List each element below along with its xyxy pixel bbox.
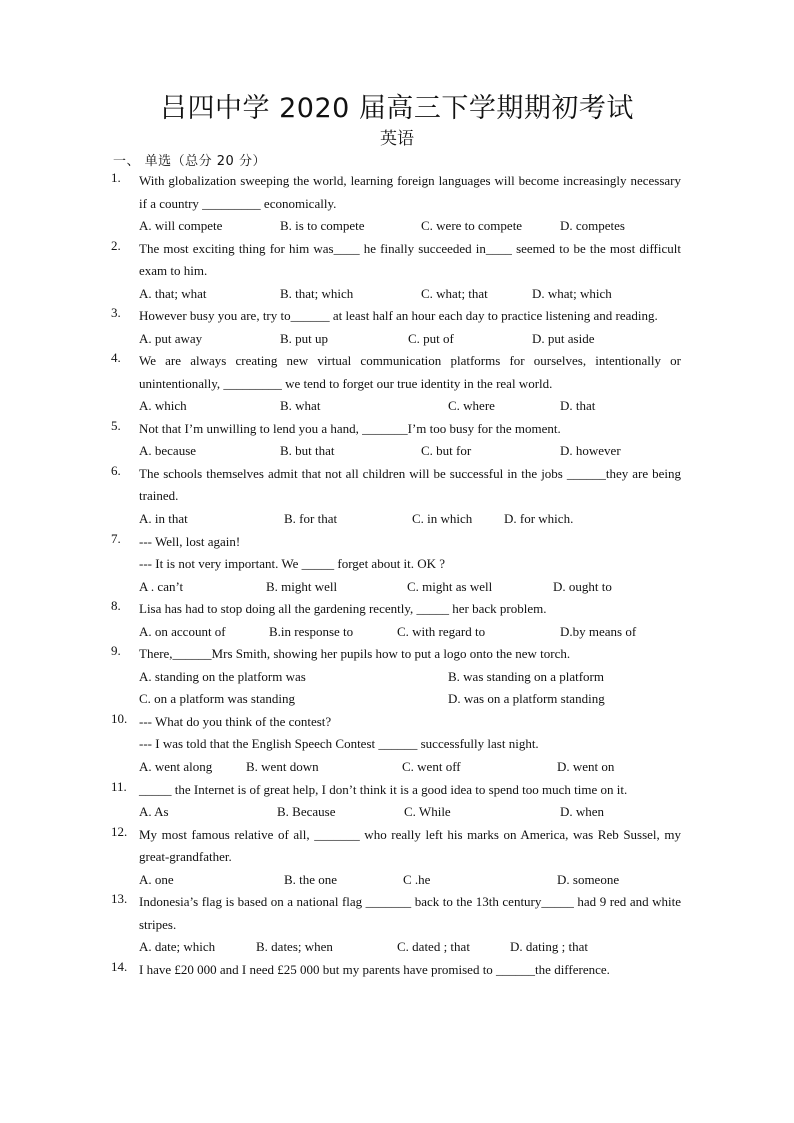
question-number: 3.	[111, 305, 121, 321]
question-stem: _____ the Internet is of great help, I don’t think it is a good idea to spend too much time on it.	[139, 781, 628, 797]
option-c[interactable]: C. went off	[402, 758, 461, 774]
option-c[interactable]: C. in which	[412, 510, 473, 526]
option-d[interactable]: D. dating ; that	[510, 939, 588, 955]
question-stem-reply: --- It is not very important. We _____ forget about it. OK ?	[139, 556, 446, 572]
option-d[interactable]: D. that	[560, 398, 596, 414]
option-b[interactable]: B.in response to	[269, 623, 354, 639]
option-c[interactable]: C. what; that	[421, 285, 488, 301]
options-row	[139, 576, 681, 599]
options-row	[139, 801, 681, 824]
question-number: 13.	[111, 891, 128, 907]
option-d[interactable]: D. for which.	[504, 510, 574, 526]
option-c[interactable]: C. with regard to	[397, 623, 486, 639]
option-d[interactable]: D. competes	[560, 218, 625, 233]
question-6	[111, 463, 681, 531]
option-b[interactable]: B. for that	[284, 510, 338, 526]
question-2	[111, 238, 681, 306]
option-a[interactable]: A. standing on the platform was	[139, 668, 306, 684]
question-number: 10.	[111, 710, 128, 726]
question-3	[111, 305, 681, 350]
option-c[interactable]: C. put of	[408, 330, 454, 346]
option-b[interactable]: B. went down	[246, 758, 319, 774]
question-stem: There,______Mrs Smith, showing her pupils how to put a logo onto the new torch.	[139, 646, 571, 662]
options-row	[139, 395, 681, 418]
question-stem: I have £20 000 and I need £25 000 but my parents have promised to ______the difference.	[139, 961, 610, 977]
option-a[interactable]: A. because	[139, 443, 197, 459]
question-stem: The most exciting thing for him was____ he finally succeeded in____ seemed to be the most difficult exam to him.	[139, 240, 681, 279]
options-row	[139, 283, 681, 306]
question-11	[111, 779, 681, 824]
question-7	[111, 531, 681, 599]
question-stem: The schools themselves admit that not all children will be successful in the jobs ______they are being trained.	[139, 465, 681, 504]
option-c[interactable]: C. might as well	[407, 578, 493, 594]
option-c[interactable]: C. dated ; that	[397, 939, 470, 955]
option-d[interactable]: D. however	[560, 443, 621, 459]
option-a[interactable]: A. one	[139, 871, 174, 887]
question-number: 1.	[111, 170, 121, 185]
question-number: 2.	[111, 237, 121, 253]
option-a[interactable]: A. in that	[139, 510, 188, 526]
question-14	[111, 959, 681, 982]
options-row	[139, 215, 681, 238]
option-a[interactable]: A. which	[139, 398, 187, 414]
question-5	[111, 418, 681, 463]
option-a[interactable]: A. that; what	[139, 285, 207, 301]
options-row	[139, 666, 681, 689]
question-stem: --- Well, lost again!	[139, 533, 241, 549]
question-stem: However busy you are, try to______ at least half an hour each day to practice listening and reading.	[139, 308, 658, 324]
option-b[interactable]: B. Because	[277, 804, 336, 820]
option-c[interactable]: C .he	[403, 871, 431, 887]
option-a[interactable]: A. will compete	[139, 218, 223, 233]
options-row	[139, 936, 681, 959]
question-8	[111, 598, 681, 643]
options-row	[139, 328, 681, 351]
option-d[interactable]: D.by means of	[560, 623, 637, 639]
question-stem: My most famous relative of all, _______ who really left his marks on America, was Reb Sussel, my great-grandfather.	[139, 826, 681, 865]
option-a[interactable]: A . can’t	[139, 578, 184, 594]
question-stem: Not that I’m unwilling to lend you a hand, _______I’m too busy for the moment.	[139, 420, 561, 436]
question-stem: With globalization sweeping the world, learning foreign languages will become increasingly necessary if a country _________ economically.	[139, 173, 681, 211]
question-number: 5.	[111, 417, 121, 433]
question-9	[111, 643, 681, 711]
question-13	[111, 891, 681, 959]
option-a[interactable]: A. put away	[139, 330, 203, 346]
option-d[interactable]: D. what; which	[532, 285, 612, 301]
option-c[interactable]: C. but for	[421, 443, 472, 459]
options-row	[139, 756, 681, 779]
option-c[interactable]: C. While	[404, 804, 451, 820]
question-1	[111, 170, 681, 238]
option-b[interactable]: B. what	[280, 398, 321, 414]
option-c[interactable]: C. on a platform was standing	[139, 691, 295, 707]
exam-title: 吕四中学 2020 届高三下学期期初考试	[160, 93, 634, 124]
question-number: 6.	[111, 462, 121, 478]
question-stem: Lisa has had to stop doing all the gardening recently, _____ her back problem.	[139, 601, 547, 617]
option-a[interactable]: A. date; which	[139, 939, 216, 955]
section-heading: 一、 单选（总分 20 分）	[113, 154, 266, 169]
question-number: 7.	[111, 530, 121, 546]
option-d[interactable]: D. was on a platform standing	[448, 691, 605, 707]
question-10	[111, 711, 681, 779]
option-a[interactable]: A. on account of	[139, 623, 226, 639]
options-row	[139, 621, 681, 644]
option-d[interactable]: D. went on	[557, 758, 615, 774]
option-b[interactable]: B. might well	[266, 578, 338, 594]
subject-subtitle: 英语	[380, 129, 414, 149]
option-c[interactable]: C. were to compete	[421, 218, 523, 233]
question-stem: --- What do you think of the contest?	[139, 713, 332, 729]
option-b[interactable]: B. that; which	[280, 285, 354, 301]
option-b[interactable]: B. dates; when	[256, 939, 333, 955]
options-row	[139, 869, 681, 892]
option-a[interactable]: A. went along	[139, 758, 213, 774]
question-number: 14.	[111, 958, 128, 974]
question-stem: We are always creating new virtual communication platforms for ourselves, intentionally or unintentionally, _________ we tend to forget our true identity in the real world.	[139, 353, 681, 391]
question-number: 9.	[111, 643, 121, 659]
question-stem: Indonesia’s flag is based on a national flag _______ back to the 13th century_____ had 9 red and white stripes.	[139, 894, 681, 932]
options-row	[139, 688, 681, 711]
option-b[interactable]: B. the one	[284, 871, 338, 887]
question-12	[111, 824, 681, 892]
question-4	[111, 350, 681, 418]
option-d[interactable]: D. someone	[557, 871, 620, 887]
option-a[interactable]: A. As	[139, 804, 169, 820]
option-b[interactable]: B. but that	[280, 443, 335, 459]
option-b[interactable]: B. put up	[280, 330, 329, 346]
question-number: 4.	[111, 350, 121, 366]
option-d[interactable]: D. ought to	[553, 578, 612, 594]
question-number: 12.	[111, 823, 128, 839]
question-number: 8.	[111, 598, 121, 614]
question-number: 11.	[111, 778, 127, 794]
option-b[interactable]: B. was standing on a platform	[448, 668, 604, 684]
question-list	[111, 170, 681, 981]
options-row	[139, 440, 681, 463]
options-row	[139, 508, 681, 531]
option-d[interactable]: D. when	[560, 804, 605, 820]
option-b[interactable]: B. is to compete	[280, 218, 365, 233]
question-stem-reply: --- I was told that the English Speech Contest ______ successfully last night.	[139, 736, 539, 752]
option-d[interactable]: D. put aside	[532, 330, 595, 346]
option-c[interactable]: C. where	[448, 398, 495, 414]
